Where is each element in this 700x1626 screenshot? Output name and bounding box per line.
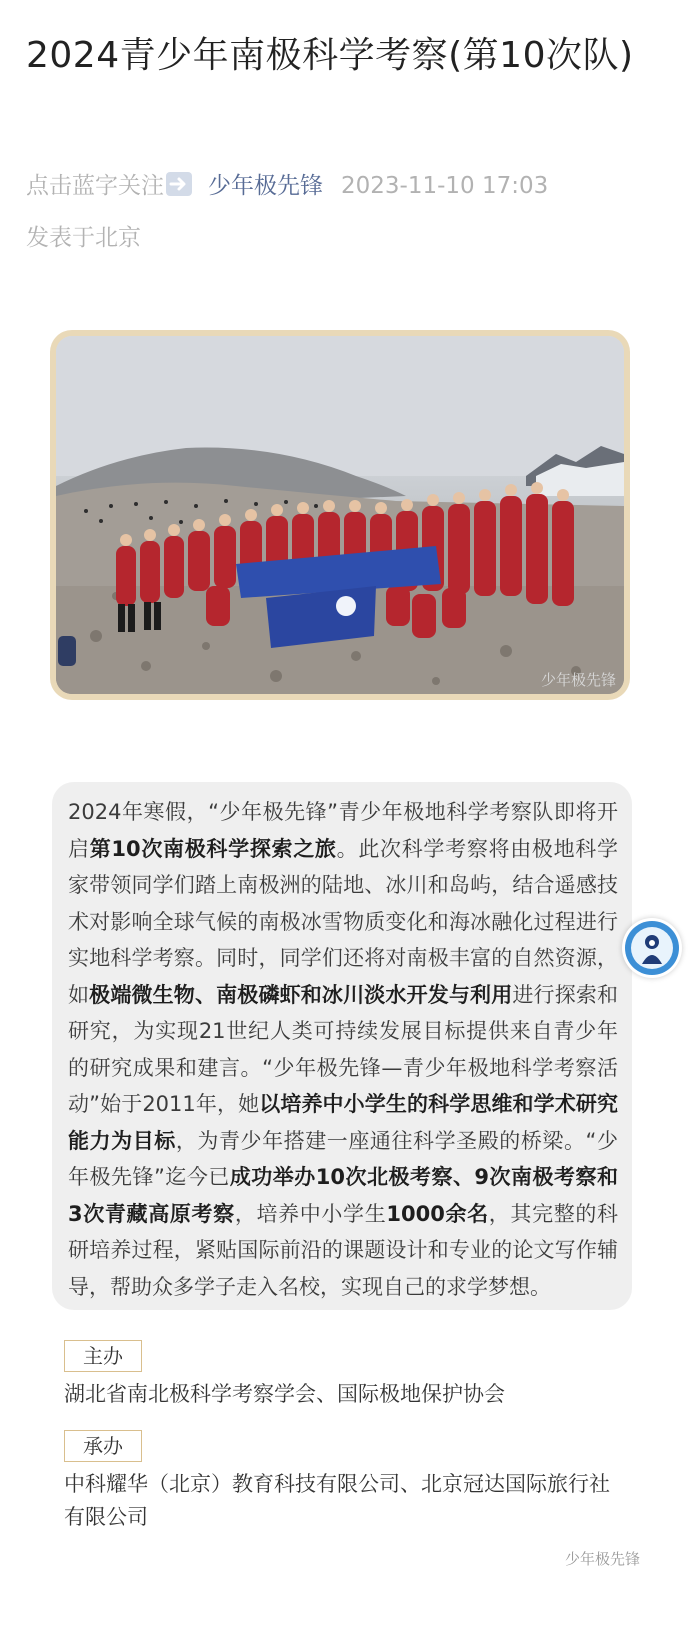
host-tag: 主办 bbox=[64, 1340, 142, 1372]
intro-highlight: 1000余名 bbox=[386, 1201, 489, 1226]
intro-text: ，其完整的科研培养过程，紧贴国际前沿的课题设计和专业的论文写作辅导，帮助众多学子走入名校，实现自己的求学梦想。 bbox=[68, 1201, 619, 1299]
photo-watermark: 少年极先锋 bbox=[540, 671, 616, 689]
photo-frame bbox=[50, 330, 630, 700]
intro-highlight: 极端微生物、南极磷虾和冰川淡水开发与利用 bbox=[89, 982, 513, 1007]
publish-date: 2023-11-10 17:03 bbox=[341, 173, 549, 199]
publish-location: 发表于北京 bbox=[26, 225, 141, 251]
host-organizations: 湖北省南北极科学考察学会、国际极地保护协会 bbox=[64, 1382, 505, 1406]
article-meta bbox=[26, 160, 686, 264]
floating-account-badge[interactable] bbox=[622, 918, 682, 978]
expedition-group-photo[interactable] bbox=[56, 336, 624, 694]
intro-text: 进行探索和研究，为实现21世纪人类可持续发展目标提供来自青少年的研究成果和建言。“少年极先锋—青少年极地科学考察活动”始于2011年，她 bbox=[68, 982, 619, 1116]
photo-illustration bbox=[56, 336, 624, 694]
co-organizer-tag: 承办 bbox=[64, 1430, 142, 1462]
intro-highlight: 第10次南极科学探索之旅 bbox=[89, 836, 337, 861]
intro-text: 2024年寒假，“少年极先锋”青少年极地科学考察队即将开启 bbox=[68, 800, 618, 861]
account-link[interactable]: 少年极先锋 bbox=[208, 173, 323, 199]
intro-text: ，为青少年搭建一座通往科学圣殿的桥梁。“少年极先锋”迄今已 bbox=[68, 1128, 618, 1189]
intro-text: ，培养中小学生 bbox=[234, 1201, 387, 1226]
article-title: 2024青少年南极科学考察(第10次队) bbox=[26, 35, 634, 76]
footer-watermark: 少年极先锋 bbox=[564, 1550, 640, 1568]
intro-text: 。此次科学考察将由极地科学家带领同学们踏上南极洲的陆地、冰川和岛屿，结合遥感技术对影响全球气候的南极冰雪物质变化和海冰融化过程进行实地科学考察。同时，同学们还将对南极丰富的自然资源，如 bbox=[68, 836, 619, 1007]
intro-highlight: 以培养中小学生的科学思维和学术研究能力为目标 bbox=[68, 1092, 618, 1153]
penguin-logo-icon bbox=[622, 918, 682, 978]
intro-paragraph bbox=[52, 782, 632, 1310]
follow-hint: 点击蓝字关注 bbox=[26, 173, 164, 199]
co-organizer-organizations: 中科耀华（北京）教育科技有限公司、北京冠达国际旅行社有限公司 bbox=[64, 1472, 610, 1529]
intro-highlight: 成功举办10次北极考察、9次南极考察和3次青藏高原考察 bbox=[68, 1165, 618, 1226]
arrow-right-icon bbox=[166, 172, 192, 196]
